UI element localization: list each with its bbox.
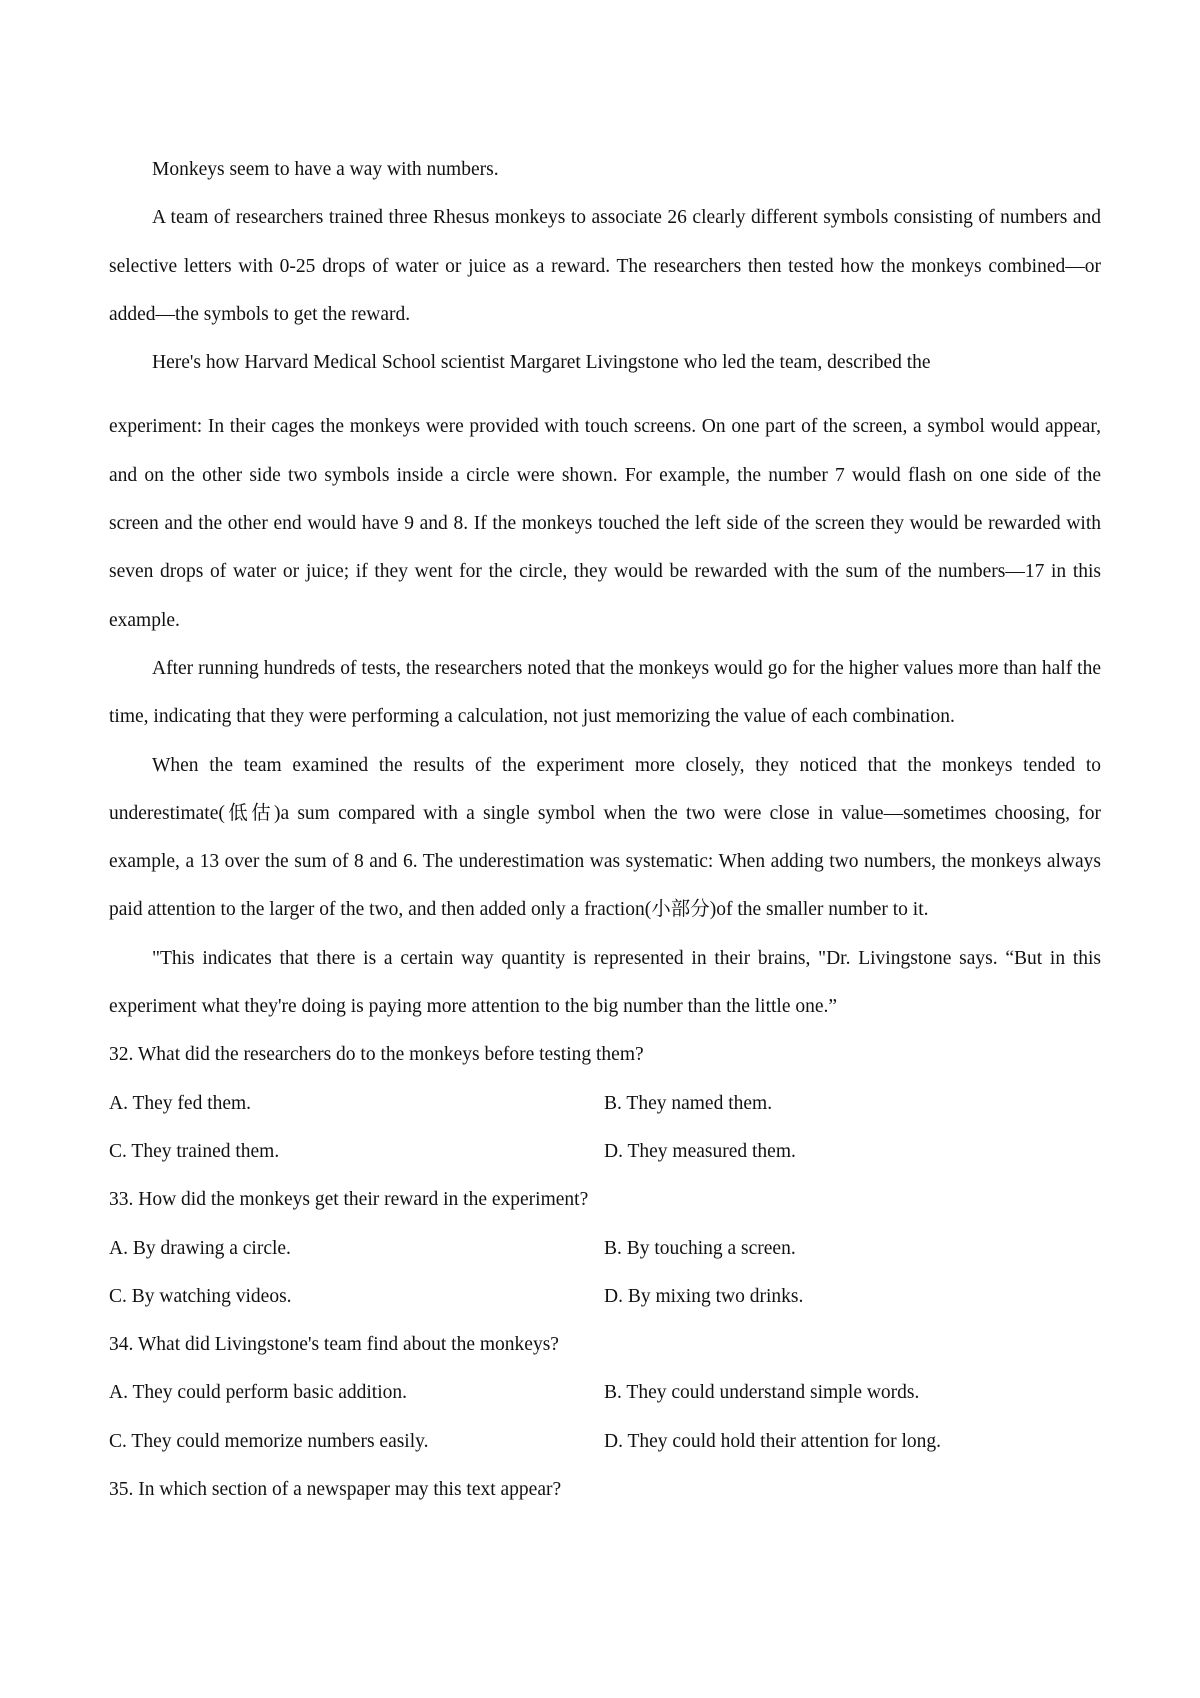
answer-options xyxy=(109,1369,1101,1466)
question-34 xyxy=(109,1321,1101,1466)
option-c: C. By watching videos. xyxy=(109,1285,292,1307)
passage-paragraph-4: experiment: In their cages the monkeys were provided with touch screens. On one part of the screen, a symbol would appear, and on the other side two symbols inside a circle were shown. For example, the number 7 would flash on one side of the screen and the other end would have 9 and 8. If the monkeys touched the left side of the screen they would be rewarded with seven drops of water or juice; if they went for the circle, they would be rewarded with the sum of the numbers—17 in this example. xyxy=(109,416,1101,631)
option-b: B. They named them. xyxy=(604,1092,773,1114)
question-32 xyxy=(109,1031,1101,1176)
option-a: A. They fed them. xyxy=(109,1092,252,1114)
question-35 xyxy=(109,1466,1101,1514)
option-c: C. They trained them. xyxy=(109,1140,280,1162)
option-c: C. They could memorize numbers easily. xyxy=(109,1430,429,1452)
option-d: D. They measured them. xyxy=(604,1140,796,1162)
passage-paragraph-7: "This indicates that there is a certain way quantity is represented in their brains, "Dr. Livingstone says. “But in this experiment what they're doing is paying more attention to the big number than the little one.” xyxy=(109,947,1101,1018)
option-b: B. They could understand simple words. xyxy=(604,1382,920,1404)
question-stem: 33. How did the monkeys get their reward in the experiment? xyxy=(109,1189,589,1211)
document-content xyxy=(109,146,1101,1514)
answer-options xyxy=(109,1080,1101,1177)
question-stem: 34. What did Livingstone's team find about the monkeys? xyxy=(109,1334,559,1356)
option-a: A. By drawing a circle. xyxy=(109,1237,291,1259)
option-d: D. They could hold their attention for long. xyxy=(604,1430,942,1452)
question-33 xyxy=(109,1176,1101,1321)
option-b: B. By touching a screen. xyxy=(604,1237,796,1259)
answer-options xyxy=(109,1225,1101,1322)
passage-paragraph-6: When the team examined the results of the experiment more closely, they noticed that the monkeys tended to underestimate(低估)a sum compared with a single symbol when the two were close in value—sometimes choosing, for example, a 13 over the sum of 8 and 6. The underestimation was systematic: When adding two numbers, the monkeys always paid attention to the larger of the two, and then added only a fraction(小部分)of the smaller number to it. xyxy=(109,754,1101,921)
question-stem: 32. What did the researchers do to the monkeys before testing them? xyxy=(109,1044,644,1066)
option-a: A. They could perform basic addition. xyxy=(109,1382,408,1404)
passage-paragraph-3: Here's how Harvard Medical School scientist Margaret Livingstone who led the team, described the xyxy=(152,352,931,374)
question-stem: 35. In which section of a newspaper may this text appear? xyxy=(109,1479,562,1501)
option-d: D. By mixing two drinks. xyxy=(604,1285,804,1307)
passage-paragraph-1: Monkeys seem to have a way with numbers. xyxy=(152,159,499,180)
passage-paragraph-5: After running hundreds of tests, the researchers noted that the monkeys would go for the higher values more than half the time, indicating that they were performing a calculation, not just memorizing the value of each combination. xyxy=(109,657,1101,728)
passage-paragraph-2: A team of researchers trained three Rhesus monkeys to associate 26 clearly different symbols consisting of numbers and selective letters with 0-25 drops of water or juice as a reward. The researchers then tested how the monkeys combined—or added—the symbols to get the reward. xyxy=(109,207,1101,325)
